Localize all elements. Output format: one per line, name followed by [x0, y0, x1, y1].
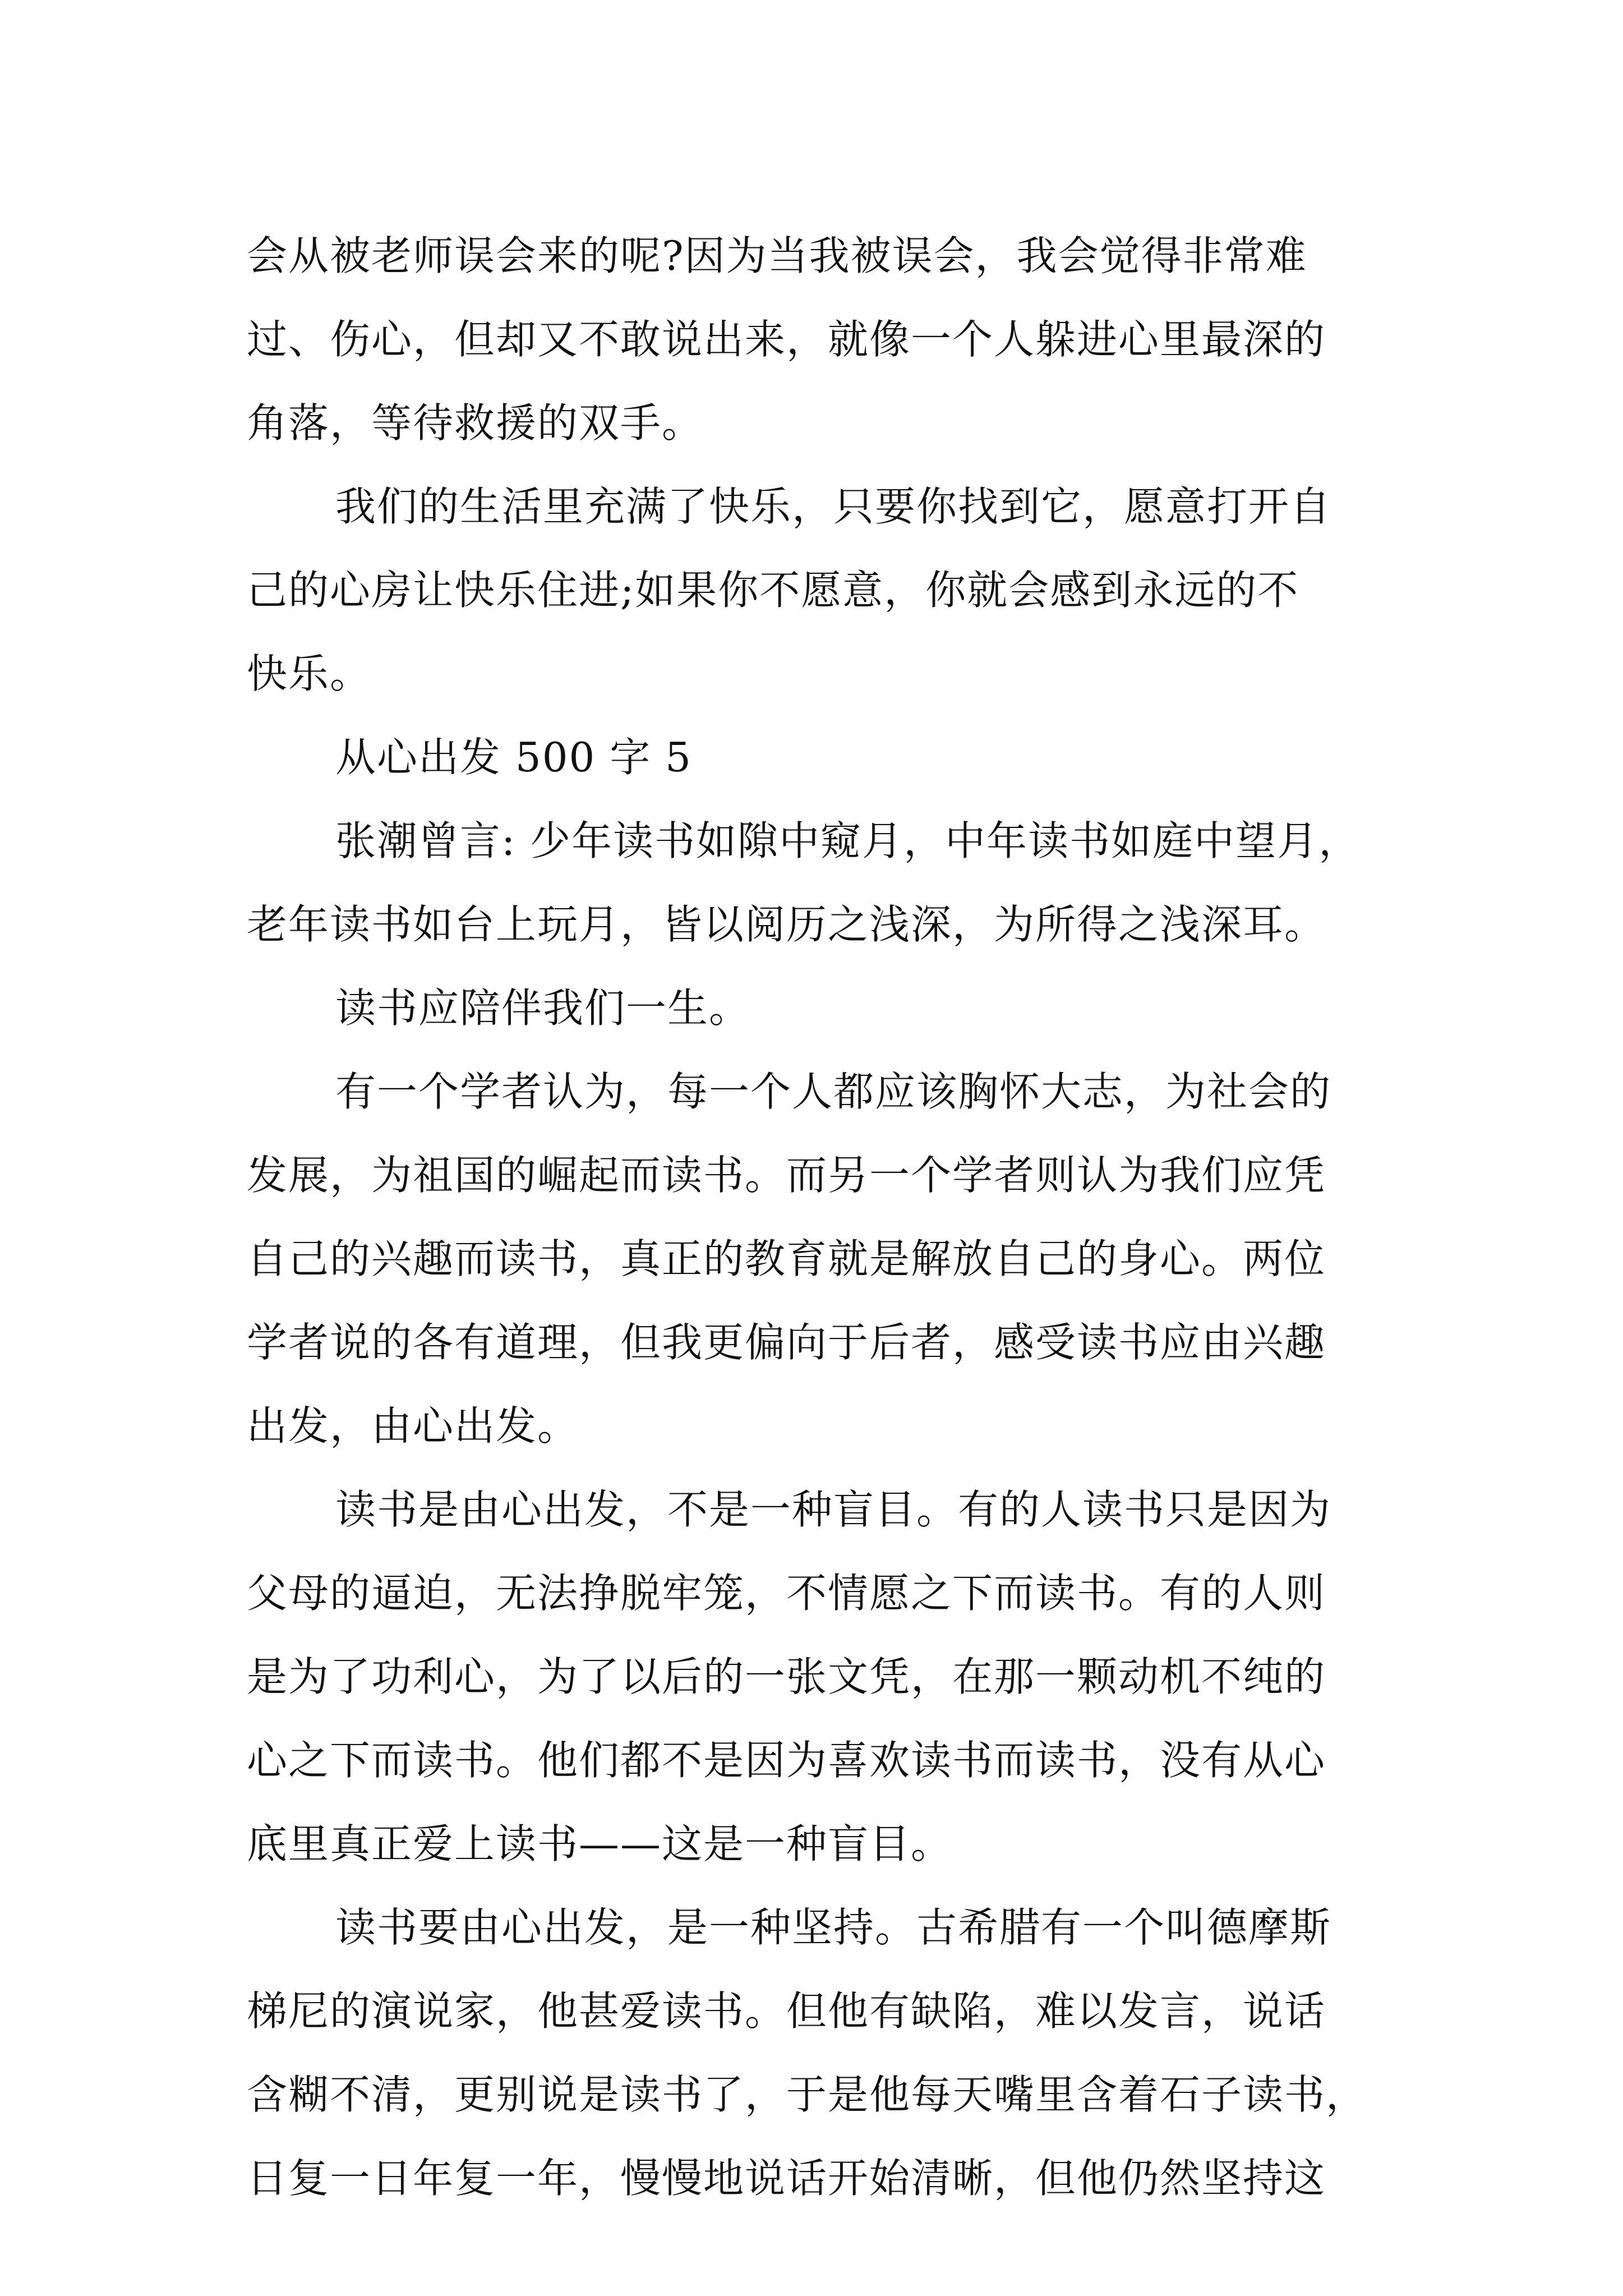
- text-line: 出发，由心出发。: [247, 1402, 579, 1450]
- text-line: 发展，为祖国的崛起而读书。而另一个学者则认为我们应凭: [247, 1152, 1326, 1199]
- text-line: 过、伤心，但却又不敢说出来，就像一个人躲进心里最深的: [247, 316, 1326, 363]
- text-line: 心之下而读书。他们都不是因为喜欢读书而读书，没有从心: [247, 1737, 1326, 1784]
- text-line: 会从被老师误会来的呢?因为当我被误会，我会觉得非常难: [247, 232, 1307, 279]
- text-line: 含糊不清，更别说是读书了，于是他每天嘴里含着石子读书，: [247, 2071, 1368, 2118]
- text-line: 读书应陪伴我们一生。: [335, 984, 751, 1032]
- section-heading: 从心出发 500 字 5: [335, 734, 692, 781]
- text-line: 梯尼的演说家，他甚爱读书。但他有缺陷，难以发言，说话: [247, 1987, 1326, 2035]
- text-line: 是为了功利心，为了以后的一张文凭，在那一颗动机不纯的: [247, 1653, 1326, 1700]
- text-line: 日复一日年复一年，慢慢地说话开始清晰，但他仍然坚持这: [247, 2155, 1326, 2202]
- text-line: 老年读书如台上玩月，皆以阅历之浅深，为所得之浅深耳。: [247, 901, 1326, 948]
- text-line: 我们的生活里充满了快乐，只要你找到它，愿意打开自: [335, 483, 1332, 530]
- text-line: 角落，等待救援的双手。: [247, 399, 704, 447]
- text-line: 有一个学者认为，每一个人都应该胸怀大志，为社会的: [335, 1068, 1332, 1115]
- body-text: [247, 214, 1380, 2220]
- text-line: 学者说的各有道理，但我更偏向于后者，感受读书应由兴趣: [247, 1319, 1326, 1366]
- text-line: 张潮曾言: 少年读书如隙中窥月，中年读书如庭中望月，: [335, 817, 1361, 864]
- text-line: 读书是由心出发，不是一种盲目。有的人读书只是因为: [335, 1486, 1332, 1533]
- text-line: 快乐。: [247, 650, 372, 697]
- text-line: 己的心房让快乐住进;如果你不愿意，你就会感到永远的不: [247, 567, 1299, 614]
- text-line: 父母的逼迫，无法挣脱牢笼，不情愿之下而读书。有的人则: [247, 1570, 1326, 1617]
- text-line: 自己的兴趣而读书，真正的教育就是解放自己的身心。两位: [247, 1235, 1326, 1282]
- text-line: 底里真正爱上读书——这是一种盲目。: [247, 1820, 953, 1867]
- text-line: 读书要由心出发，是一种坚持。古希腊有一个叫德摩斯: [335, 1904, 1332, 1951]
